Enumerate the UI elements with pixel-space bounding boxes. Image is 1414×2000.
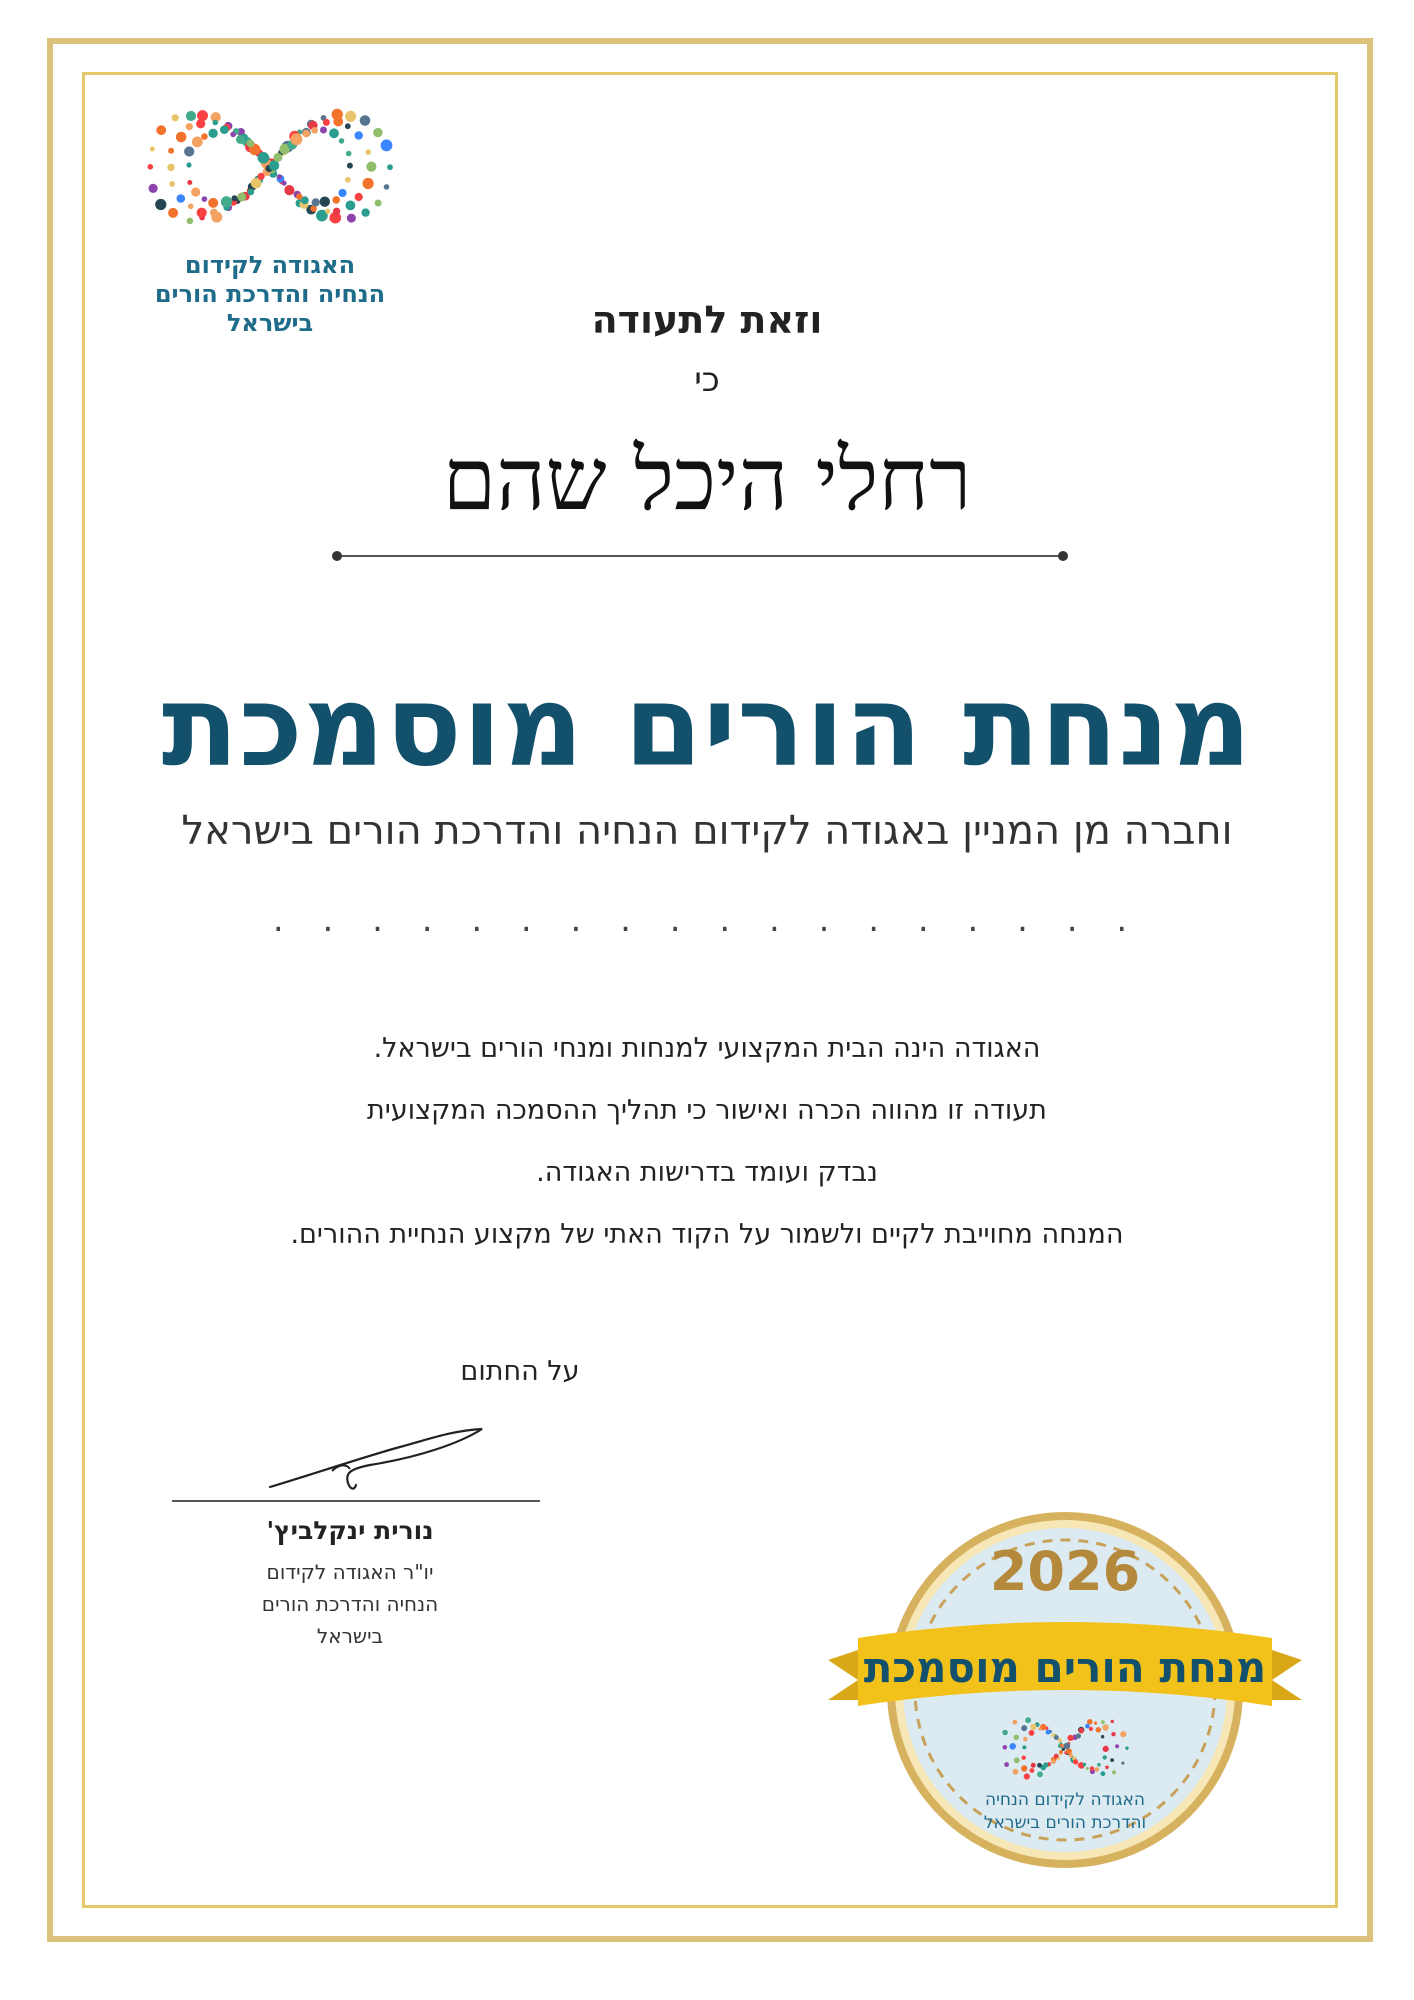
seal-year: 2026	[989, 1540, 1141, 1603]
certificate-connector: כי	[694, 360, 720, 400]
recipient-name: רחלי היכל שהם	[442, 430, 972, 530]
body-line-1: האגודה הינה הבית המקצועי למנחות ומנחי הורים בישראל.	[373, 1033, 1041, 1064]
certificate-title: וזאת לתעודה	[591, 298, 823, 342]
signer-role-line3: בישראל	[316, 1624, 384, 1648]
certification-seal	[818, 1510, 1312, 1870]
signer-role-line1: יו"ר האגודה לקידום	[266, 1560, 434, 1584]
logo-name-line3: בישראל	[226, 309, 314, 337]
seal-ribbon-text: מנחת הורים מוסמכת	[863, 1643, 1267, 1692]
body-line-3: נבדק ועומד בדרישות האגודה.	[536, 1157, 878, 1188]
dotted-divider: . . . . . . . . . . . . . . . . . .	[272, 900, 1142, 940]
signer-name: נורית ינקלביץ'	[266, 1516, 434, 1545]
seal-org-line1: האגודה לקידום הנחיה	[985, 1790, 1145, 1810]
certification-title: מנחת הורים מוסמכת	[161, 662, 1253, 792]
recipient-underline	[336, 555, 1064, 557]
signature-label: על החתום	[460, 1356, 580, 1387]
body-line-2: תעודה זו מהווה הכרה ואישור כי תהליך ההסמכה המקצועית	[367, 1095, 1047, 1126]
logo-name-line1: האגודה לקידום	[184, 251, 356, 279]
signer-role	[230, 1556, 470, 1652]
seal-org-line2: והדרכת הורים בישראל	[983, 1813, 1147, 1833]
logo-name-line2: הנחיה והדרכת הורים	[154, 280, 386, 308]
membership-statement: וחברה מן המניין באגודה לקידום הנחיה והדרכת הורים בישראל	[181, 808, 1233, 854]
signer-role-line2: הנחיה והדרכת הורים	[261, 1592, 439, 1616]
body-line-4: המנחה מחוייבת לקיים ולשמור על הקוד האתי של מקצוע הנחיית ההורים.	[290, 1219, 1124, 1250]
handwritten-signature	[250, 1425, 490, 1495]
infinity-dots-logo-icon	[140, 105, 400, 235]
certificate-body	[0, 1018, 1414, 1266]
signature-line	[172, 1500, 540, 1502]
